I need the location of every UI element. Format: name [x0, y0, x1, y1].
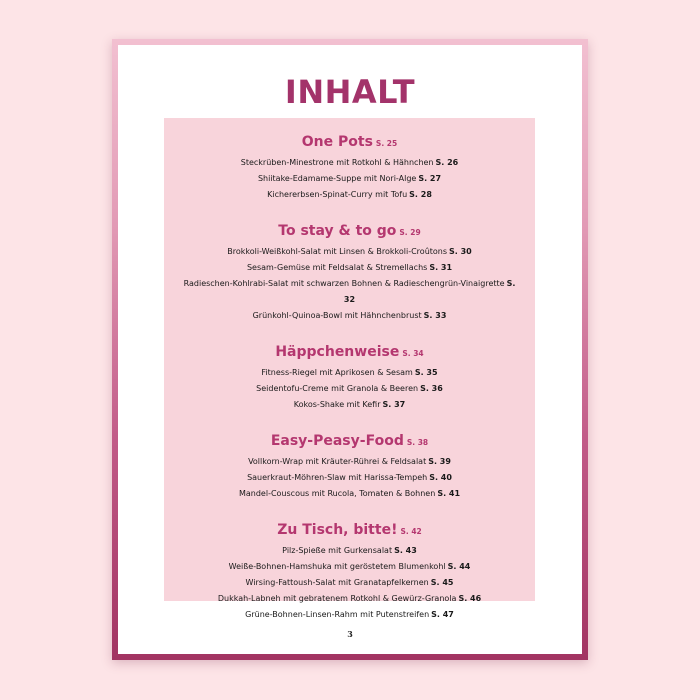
toc-entry [180, 187, 520, 203]
section-title: To stay & to go [278, 223, 397, 239]
page-inner [118, 45, 582, 654]
toc-list [164, 118, 535, 623]
entry-title: Weiße-Bohnen-Hamshuka mit geröstetem Blumenkohl [228, 562, 446, 571]
toc-entry [180, 607, 520, 623]
section-title: Easy-Peasy-Food [270, 433, 404, 449]
entry-page-number: S. 27 [418, 174, 442, 183]
entry-title: Fitness-Riegel mit Aprikosen & Sesam [261, 368, 413, 377]
entry-page-number: S. 46 [458, 594, 482, 603]
toc-entry [180, 308, 520, 324]
entry-title: Wirsing-Fattoush-Salat mit Granatapfelkernen [245, 578, 429, 587]
table-of-contents [164, 118, 535, 619]
entry-page-number: S. 33 [423, 311, 447, 320]
page-number: 3 [347, 629, 353, 639]
entry-page-number: S. 26 [435, 158, 459, 167]
toc-entry [180, 559, 520, 575]
entry-title: Grünkohl-Quinoa-Bowl mit Hähnchenbrust [252, 311, 422, 320]
toc-entry [180, 381, 520, 397]
section-header [164, 132, 535, 152]
toc-section [164, 132, 535, 203]
section-title: One Pots [301, 134, 373, 150]
entry-page-number: S. 36 [420, 384, 443, 393]
toc-entry [180, 397, 520, 413]
section-header [164, 342, 535, 362]
entry-title: Shiitake-Edamame-Suppe mit Nori-Alge [257, 174, 417, 183]
section-page-number: S. 29 [399, 228, 421, 237]
entry-title: Pilz-Spieße mit Gurkensalat [282, 546, 393, 555]
entry-title: Sauerkraut-Möhren-Slaw mit Harissa-Tempeh [247, 473, 428, 482]
entry-page-number: S. 31 [429, 263, 453, 272]
entry-page-number: S. 32 [343, 279, 516, 304]
section-page-number: S. 42 [400, 527, 422, 536]
toc-entry [180, 365, 520, 381]
toc-entry [180, 486, 520, 502]
toc-entry [180, 244, 520, 260]
entry-title: Radieschen-Kohlrabi-Salat mit schwarzen Bohnen & Radieschengrün-Vinaigrette [183, 279, 505, 288]
toc-section [164, 520, 535, 623]
section-page-number: S. 34 [402, 349, 424, 358]
entry-title: Grüne-Bohnen-Linsen-Rahm mit Putenstreifen [245, 610, 430, 619]
entry-page-number: S. 30 [449, 247, 472, 256]
entry-title: Dukkah-Labneh mit gebratenem Rotkohl & Gewürz-Granola [217, 594, 457, 603]
section-header [164, 520, 535, 540]
entry-title: Brokkoli-Weißkohl-Salat mit Linsen & Brokkoli-Croûtons [227, 247, 448, 256]
toc-entry [180, 454, 520, 470]
entry-page-number: S. 43 [394, 546, 417, 555]
section-title: Zu Tisch, bitte! [277, 522, 398, 538]
entry-page-number: S. 40 [429, 473, 452, 482]
section-page-number: S. 38 [406, 438, 429, 447]
entry-page-number: S. 39 [428, 457, 451, 466]
entry-page-number: S. 47 [431, 610, 454, 619]
toc-entry [180, 470, 520, 486]
toc-section [164, 221, 535, 324]
book-page [112, 39, 588, 660]
toc-entry [180, 543, 520, 559]
toc-entry [180, 260, 520, 276]
entry-page-number: S. 45 [430, 578, 454, 587]
toc-entry [180, 575, 520, 591]
toc-entry [180, 276, 520, 308]
entry-page-number: S. 41 [437, 489, 461, 498]
page-title: INHALT [284, 73, 416, 111]
entry-title: Seidentofu-Creme mit Granola & Beeren [256, 384, 419, 393]
section-page-number: S. 25 [375, 139, 398, 148]
section-header [164, 431, 535, 451]
entry-title: Mandel-Couscous mit Rucola, Tomaten & Bohnen [238, 489, 436, 498]
section-header [164, 221, 535, 241]
entry-title: Kichererbsen-Spinat-Curry mit Tofu [267, 190, 408, 199]
toc-entry [180, 591, 520, 607]
toc-section [164, 342, 535, 413]
entry-title: Sesam-Gemüse mit Feldsalat & Stremellachs [246, 263, 428, 272]
entry-page-number: S. 35 [414, 368, 438, 377]
entry-page-number: S. 28 [409, 190, 432, 199]
entry-page-number: S. 37 [382, 400, 406, 409]
entry-page-number: S. 44 [447, 562, 471, 571]
toc-entry [180, 171, 520, 187]
entry-title: Kokos-Shake mit Kefir [293, 400, 381, 409]
entry-title: Steckrüben-Minestrone mit Rotkohl & Hähnchen [240, 158, 434, 167]
toc-section [164, 431, 535, 502]
toc-entry [180, 155, 520, 171]
entry-title: Vollkorn-Wrap mit Kräuter-Rührei & Feldsalat [248, 457, 427, 466]
section-title: Häppchenweise [275, 344, 400, 360]
